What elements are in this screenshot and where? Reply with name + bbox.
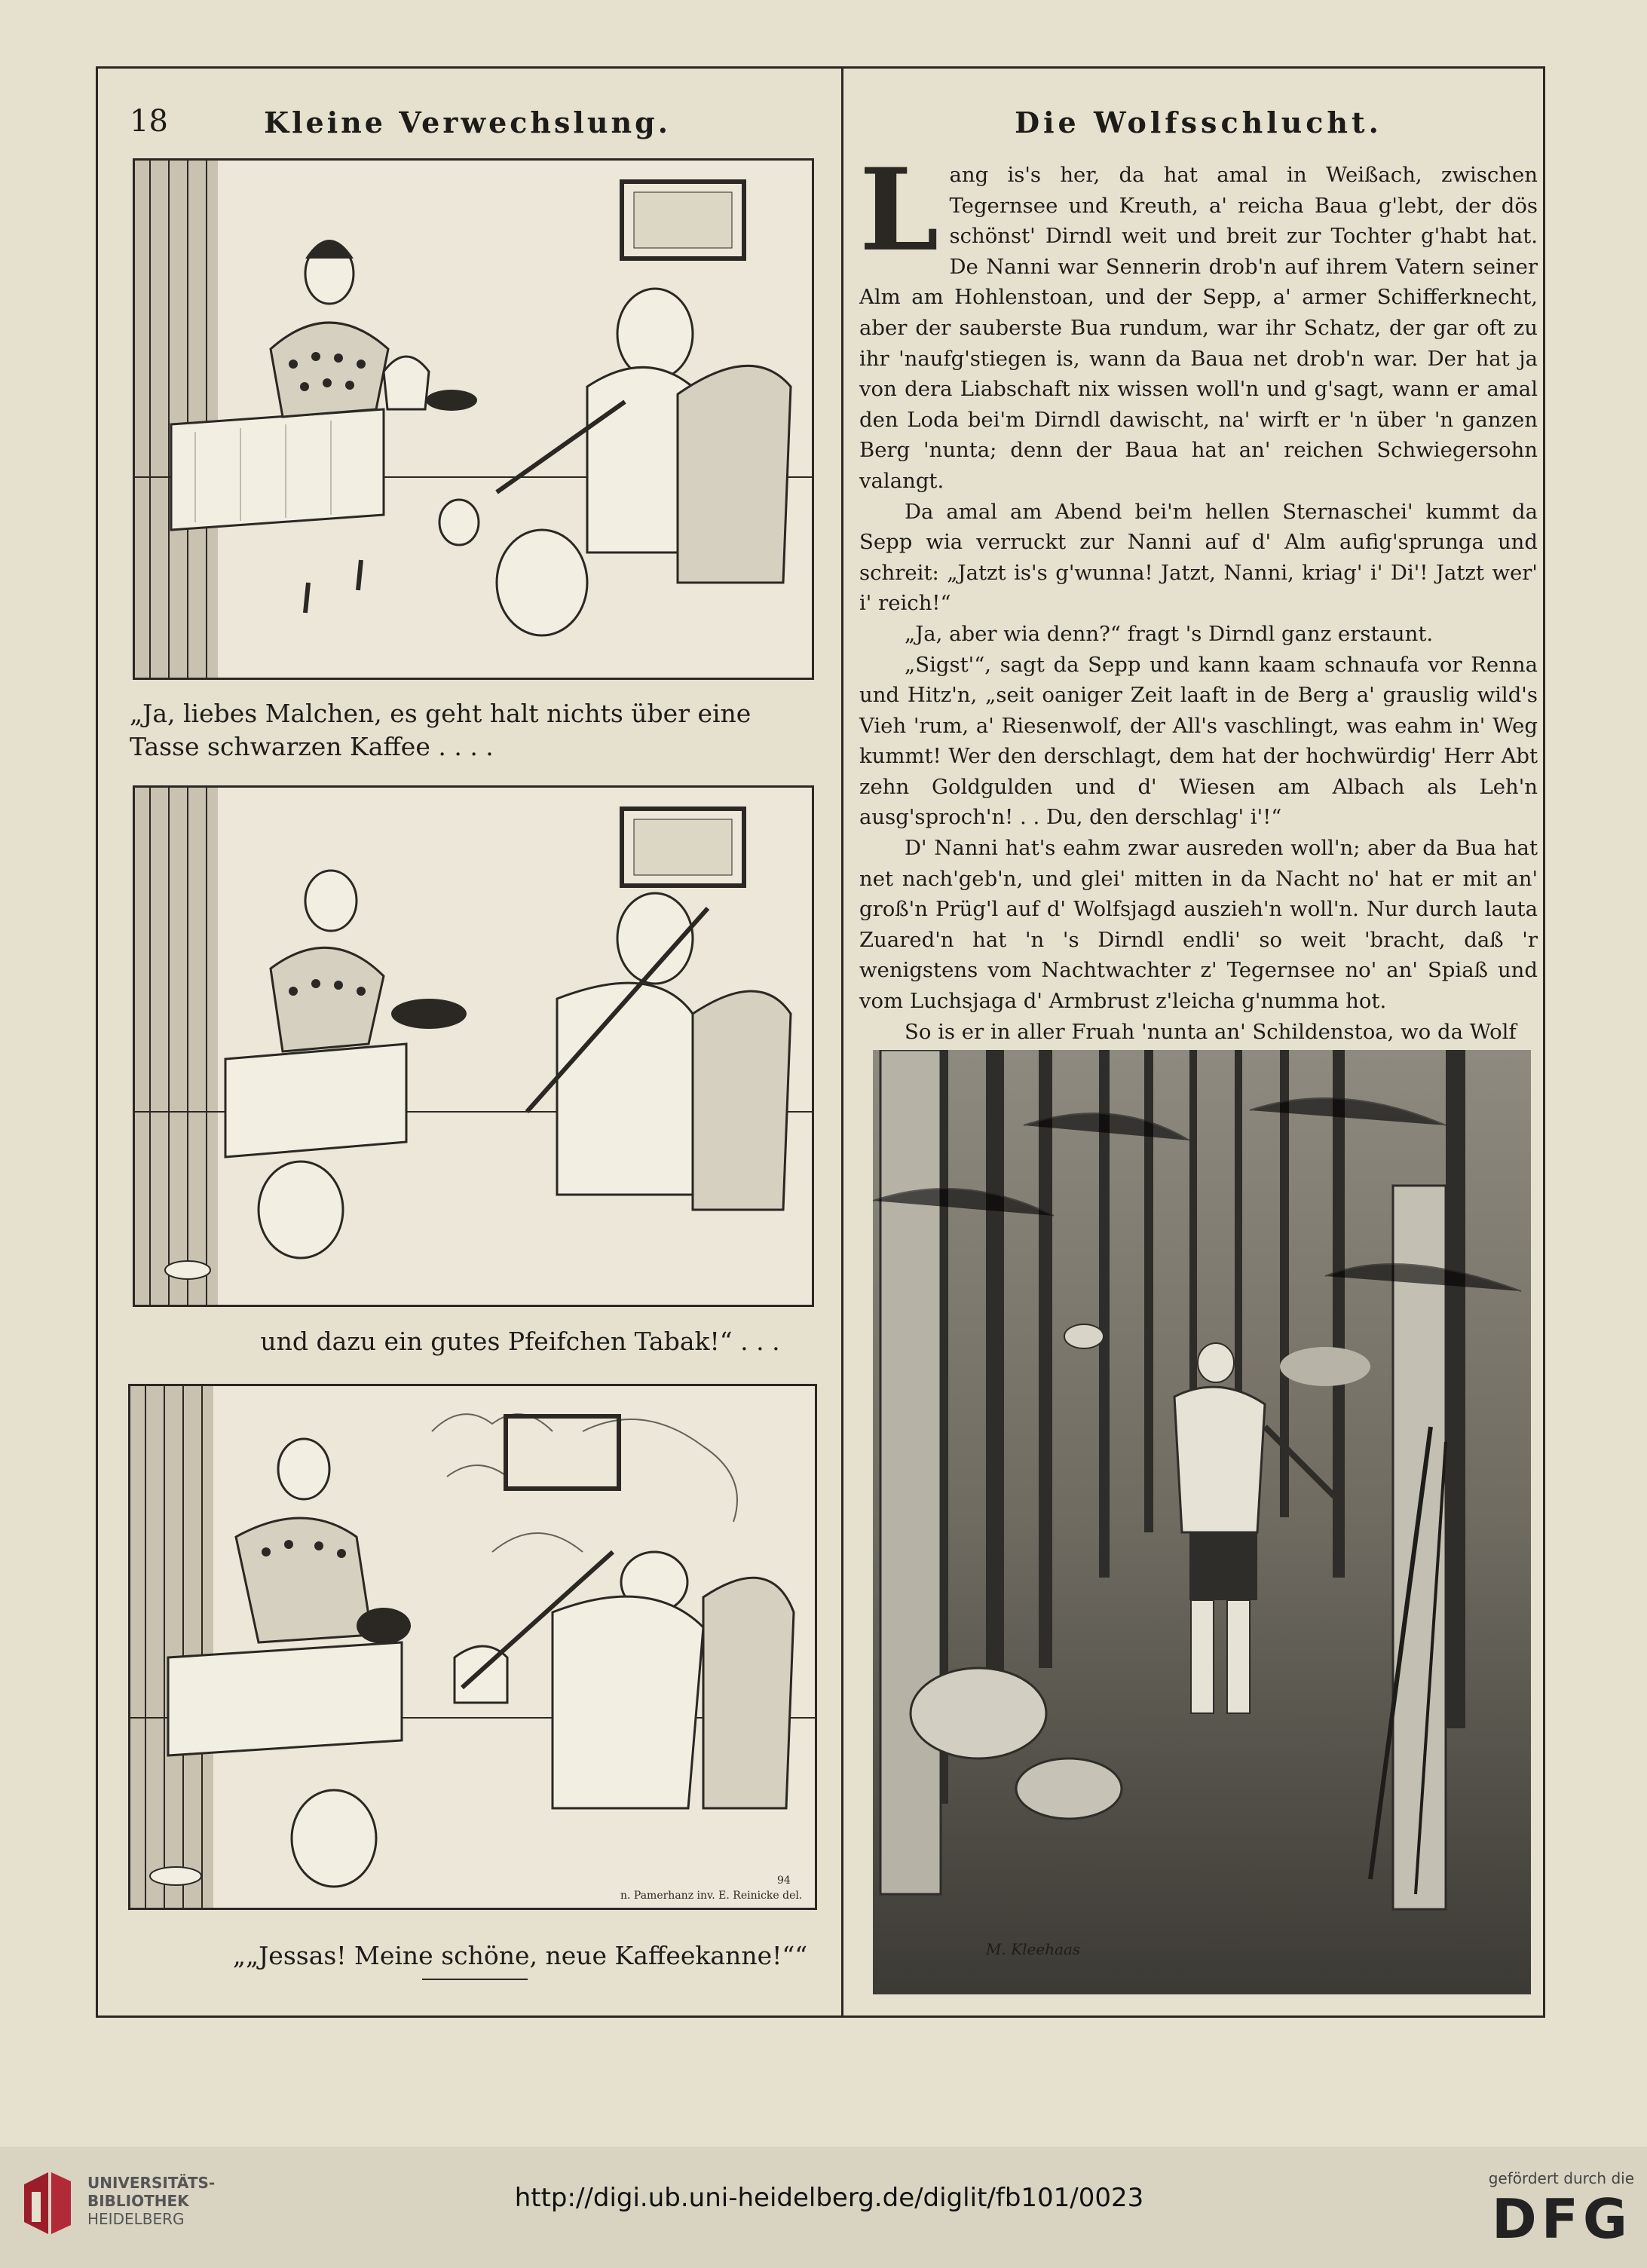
library-name-line-2: BIBLIOTHEK [87, 2192, 189, 2210]
panel-3-drawing [130, 1386, 815, 1908]
university-logo-icon [18, 2169, 74, 2237]
story-paragraph-4: „Sigst'“, sagt da Sepp und kann kaam schnaufa vor Renna und Hitz'n, „seit oaniger Zeit laaft in de Berg a' grauslig wild's Vieh 'rum, a' Riesenwolf, der All's vaschlingt, was eahm in' Weg kummt! Wer den derschlagt, dem hat der hochwürdig' Herr Abt zehn Goldgulden und d' Wiesen am Albach als Leh'n ausg'sproch'n! . . Du, den derschlag' i'!“ [859, 652, 1538, 830]
story-paragraph-6: So is er in aller Fruah 'nunta an' Schildenstoa, wo da Wolf [905, 1019, 1517, 1044]
cartoon-panel-2 [133, 785, 814, 1307]
engraving-signature: M. Kleehaas [986, 1940, 1081, 1958]
caption-1: „Ja, liebes Malchen, es geht halt nichts über eine Tasse schwarzen Kaffee . . . . [130, 699, 752, 761]
column-divider [841, 66, 843, 2018]
caption-2: und dazu ein gutes Pfeifchen Tabak!“ . . . [260, 1327, 780, 1356]
permalink-url[interactable]: http://digi.ub.uni-heidelberg.de/diglit/fb101/0023 [514, 2183, 1144, 2213]
story-title: Die Wolfsschlucht. [1015, 106, 1382, 139]
end-rule [422, 1979, 528, 1980]
forest-engraving [873, 1050, 1531, 1994]
cartoon-panel-1 [133, 158, 814, 680]
story-paragraph-5: D' Nanni hat's eahm zwar ausreden woll'n; aber da Bua hat net nach'geb'n, und glei' mitten in da Nacht no' hat er mit an' groß'n Prüg'l auf d' Wolfsjagd auszieh'n woll'n. Nur durch lauta Zuared'n hat 'n 's Dirndl endli' so weit 'bracht, daß 'r wenigstens vom Nachtwachter z' Tegernsee no' an' Spiaß und vom Luchsjaga d' Armbrust z'leicha g'numma hot. [859, 836, 1538, 1014]
library-name-line-3: HEIDELBERG [87, 2210, 185, 2228]
caption-3: „„Jessas! Meine schöne, neue Kaffeekanne!““ [232, 1941, 808, 1970]
panel-1-drawing [135, 161, 812, 678]
panel-3-number: 94 [777, 1875, 791, 1887]
library-name-line-1: UNIVERSITÄTS- [87, 2174, 216, 2192]
story-paragraph-1-text: ang is's her, da hat amal in Weißach, zwischen Tegernsee und Kreuth, a' reicha Baua g'lebt, der dös schönst' Dirndl weit und breit zur Tochter g'habt hat. De Nanni war Sennerin drob'n auf ihrem Vatern seiner Alm am Hohlenstoan, und der Sepp, a' armer Schifferknecht, aber der sauberste Bua rundum, war ihr Schatz, der gar oft zu ihr 'naufg'stiegen is, wann da Baua net drob'n war. Der hat ja von dera Liabschaft nix wissen woll'n und g'sagt, wann er amal den Loda bei'm Dirndl dawischt, na' wirft er 'n über 'n ganzen Berg 'nunta; denn der Baua hat an' reichen Schwiegersohn valangt. [859, 163, 1538, 493]
cartoon-title: Kleine Verwechslung. [264, 106, 671, 139]
library-name [87, 2174, 215, 2228]
drop-cap: L [859, 144, 939, 277]
story-paragraph-3: „Ja, aber wia denn?“ fragt 's Dirndl ganz erstaunt. [905, 621, 1434, 646]
dfg-logo: DFG [1491, 2187, 1632, 2251]
forest-engraving-drawing [873, 1050, 1531, 1994]
cartoon-panel-3 [128, 1384, 817, 1910]
story-paragraph-1 [859, 144, 1538, 497]
story-text [859, 144, 1538, 1047]
wolf-figure [1064, 1324, 1104, 1348]
panel-2-drawing [135, 788, 812, 1305]
story-paragraph-2: Da amal am Abend bei'm hellen Sternaschei' kummt da Sepp wia verruckt zur Nanni auf d' Alm aufig'sprunga und schreit: „Jatzt is's g'wunna! Jatzt, Nanni, kriag' i' Di'! Jatzt wer' i' reich!“ [859, 499, 1538, 616]
sponsor-label: gefördert durch die [1488, 2169, 1634, 2187]
panel-3-credit: n. Pamerhanz inv. E. Reinicke del. [620, 1890, 803, 1902]
page-number: 18 [130, 104, 168, 139]
